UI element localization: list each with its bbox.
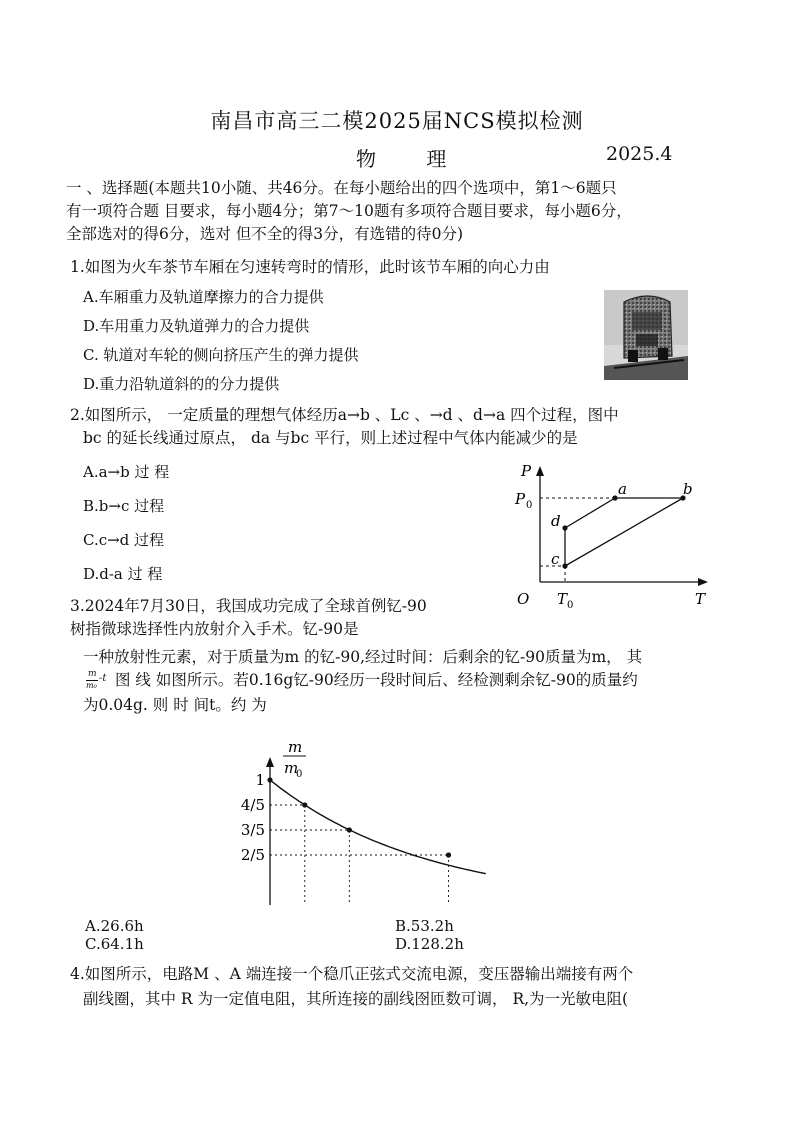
q3-option-a: A.26.6h <box>85 917 144 935</box>
y-tick-label-1: 4/5 <box>240 796 265 814</box>
q2-option-c: C.c→d 过程 <box>83 531 165 549</box>
section-intro-line-2: 有一项符合题 目要求，每小题4分；第7～10题有多项符合题目要求，每小题6分， <box>66 202 632 220</box>
q4-stem-line-2: 副线圈，其中 R 为一定值电阻，其所连接的副线囹匝数可调， R,为一光敏电阻( <box>83 990 629 1008</box>
point-a-label: a <box>618 480 627 498</box>
q3-stem-line-1: 3.2024年7月30日，我国成功完成了全球首例钇-90 <box>70 597 427 615</box>
line-d-a <box>565 498 615 528</box>
data-point-3 <box>446 852 451 857</box>
q3-option-c: C.64.1h <box>85 935 144 953</box>
data-point-2 <box>347 827 352 832</box>
t0-label: T <box>557 590 568 608</box>
t0-subscript: 0 <box>567 600 574 611</box>
data-point-1 <box>302 802 307 807</box>
chart-ylabel-sub: 0 <box>296 769 303 780</box>
q1-option-c: C. 轨道对车轮的侧向挤压产生的弹力提供 <box>83 346 359 364</box>
point-b-label: b <box>683 480 693 498</box>
point-c-label: c <box>551 550 560 568</box>
inline-fraction-tail: -t <box>99 673 107 684</box>
chart-ylabel-num: m <box>288 738 303 756</box>
chart-y-arrow-icon <box>266 757 274 767</box>
inline-fraction-num: m <box>88 669 97 679</box>
line-b-c <box>565 498 683 566</box>
q1-option-d: D.重力沿轨道斜的的分力提供 <box>83 375 280 393</box>
subject-label: 物 理 <box>356 147 469 171</box>
exam-title: 南昌市高三二模2025届NCS模拟检测 <box>210 109 584 133</box>
p0-subscript: 0 <box>526 500 533 511</box>
section-intro-line-1: 一 、选择题(本题共10小随、共46分。在每小题给出的四个选项中，第1～6题只 <box>66 179 617 197</box>
exam-date: 2025.4 <box>606 143 673 165</box>
t-axis-arrow-icon <box>698 578 708 586</box>
train-car-photo <box>604 290 688 380</box>
q2-stem-line-1: 2.如图所示， 一定质量的理想气体经历a→b 、Lc 、→d 、d→a 四个过程，图中 <box>70 406 619 424</box>
point-d <box>562 525 567 530</box>
section-intro-line-3: 全部选对的得6分，选对 但不全的得3分，有选错的待0分) <box>66 225 464 243</box>
q2-option-a: A.a→b 过 程 <box>83 463 170 481</box>
q3-stem-line-5: 为0.04g. 则 时 间t。约 为 <box>83 696 267 714</box>
q2-option-d: D.d-a 过 程 <box>83 565 163 583</box>
inline-fraction-den: m₀ <box>86 681 97 690</box>
q3-stem-line-2: 树指微球选择性内放射介入手术。钇-90是 <box>70 620 359 638</box>
point-a <box>612 495 617 500</box>
q4-stem-line-1: 4.如图所示，电路M 、A 端连接一个稳爪正弦式交流电源，变压器输出端接有两个 <box>70 965 634 983</box>
p-t-graph <box>505 458 725 618</box>
y-tick-label-2: 3/5 <box>240 821 265 839</box>
p-axis-label: P <box>521 462 532 480</box>
origin-label: O <box>517 590 530 608</box>
t-axis-label: T <box>695 590 706 608</box>
q3-option-b: B.53.2h <box>395 917 454 935</box>
decay-chart <box>230 735 500 910</box>
q2-stem-line-2: bc 的延长线通过原点， da 与bc 平行，则上述过程中气体内能减少的是 <box>83 429 578 447</box>
chart-ylabel-den: m <box>284 759 299 777</box>
decay-curve <box>270 780 486 874</box>
point-c <box>562 563 567 568</box>
y-tick-label-3: 2/5 <box>240 846 265 864</box>
y-tick-label-0: 1 <box>255 771 265 789</box>
data-point-0 <box>267 777 272 782</box>
q2-option-b: B.b→c 过程 <box>83 497 165 515</box>
q1-option-a: A.车厢重力及轨道摩擦力的合力提供 <box>83 288 324 306</box>
q1-stem: 1.如图为火车茶节车厢在匀速转弯时的情形，此时该节车厢的向心力由 <box>70 258 550 276</box>
q3-stem-line-3: 一种放射性元素，对于质量为m 的钇-90,经过时间：后剩余的钇-90质量为m， 其 <box>83 648 643 666</box>
q1-option-b: D.车用重力及轨道弹力的合力提供 <box>83 317 310 335</box>
inline-fraction <box>83 668 115 694</box>
p-axis-arrow-icon <box>536 466 544 476</box>
q3-option-d: D.128.2h <box>395 935 464 953</box>
q3-stem-line-4: 图 线 如图所示。若0.16g钇-90经历一段时间后、经检测剩余钇-90的质量约 <box>115 671 638 689</box>
point-d-label: d <box>551 512 561 530</box>
p0-label: P <box>515 490 526 508</box>
